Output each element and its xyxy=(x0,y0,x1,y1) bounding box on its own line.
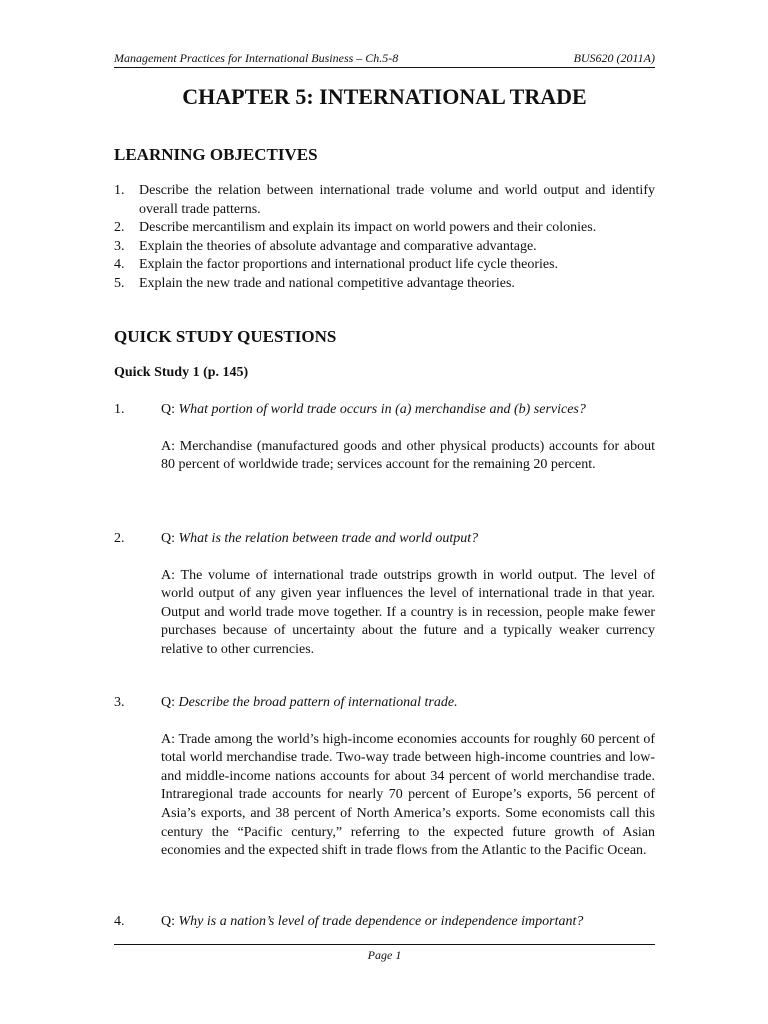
objective-number: 2. xyxy=(114,220,125,236)
objective-item xyxy=(114,219,655,238)
question-text: Describe the broad pattern of international trade. xyxy=(178,695,458,710)
learning-objectives-list xyxy=(114,182,655,294)
question-block xyxy=(114,694,655,861)
question-prefix: Q: xyxy=(161,531,179,546)
objective-item xyxy=(114,275,655,294)
question-prefix: Q: xyxy=(161,914,179,929)
question-number: 3. xyxy=(114,695,125,710)
question-number: 1. xyxy=(114,402,125,417)
question-block xyxy=(114,913,655,932)
objective-number: 3. xyxy=(114,238,125,254)
page-number: Page 1 xyxy=(367,948,402,962)
answer-text: A: Merchandise (manufactured goods and other physical products) accounts for about 80 percent of worldwide trade; services account for the remaining 20 percent. xyxy=(161,438,655,473)
question-text: What is the relation between trade and world output? xyxy=(178,531,479,546)
objective-text: Explain the theories of absolute advantage and comparative advantage. xyxy=(139,238,537,254)
question-number: 4. xyxy=(114,914,125,929)
question-block xyxy=(114,401,655,475)
objective-item xyxy=(114,182,655,219)
chapter-title: CHAPTER 5: INTERNATIONAL TRADE xyxy=(182,84,587,109)
question-prefix: Q: xyxy=(161,695,179,710)
document-page xyxy=(114,0,655,1024)
question-line xyxy=(161,694,655,713)
question-text: Why is a nation’s level of trade dependence or independence important? xyxy=(178,914,584,929)
objective-text: Describe mercantilism and explain its impact on world powers and their colonies. xyxy=(139,220,597,236)
question-prefix: Q: xyxy=(161,402,179,417)
objective-text: Explain the factor proportions and international product life cycle theories. xyxy=(139,257,559,273)
question-line xyxy=(161,401,655,420)
question-line xyxy=(161,530,655,549)
learning-objectives-heading: LEARNING OBJECTIVES xyxy=(114,145,318,164)
objective-item xyxy=(114,238,655,257)
footer-rule xyxy=(114,944,655,945)
running-header xyxy=(114,51,655,66)
header-course-title: Management Practices for International Business – Ch.5-8 xyxy=(114,51,399,65)
objective-number: 5. xyxy=(114,275,125,291)
quick-study-label: Quick Study 1 (p. 145) xyxy=(114,365,249,380)
answer-text: A: Trade among the world’s high-income economies accounts for roughly 60 percent of total world merchandise trade. Two-way trade between high-income countries and low- and middle-income nations accounts for about 34 percent of world merchandise trade. Intraregional trade accounts for nearly 70 percent of Europe’s exports, 56 percent of Asia’s exports, and 38 percent of North America’s exports. Some economists call this century the “Pacific century,” referring to the expected future growth of Asian economies and the expected shift in trade flows from the Atlantic to the Pacific Ocean. xyxy=(161,731,655,859)
question-text: What portion of world trade occurs in (a) merchandise and (b) services? xyxy=(178,402,586,417)
objective-number: 1. xyxy=(114,183,125,198)
header-course-code: BUS620 (2011A) xyxy=(573,51,655,65)
header-rule xyxy=(114,67,655,68)
objective-number: 4. xyxy=(114,257,125,273)
answer-text: A: The volume of international trade outstrips growth in world output. The level of world output of any given year influences the level of international trade in that year. Output and world trade move together. If a country is in recession, people make fewer purchases because of uncertainty about the future and a typically weaker currency relative to other currencies. xyxy=(161,567,655,657)
question-line xyxy=(161,913,655,932)
question-block xyxy=(114,530,655,660)
question-number: 2. xyxy=(114,531,125,546)
quick-study-heading: QUICK STUDY QUESTIONS xyxy=(114,327,337,346)
objective-item xyxy=(114,256,655,275)
objective-text: Describe the relation between international trade volume and world output and identify overall trade patterns. xyxy=(139,183,655,217)
objective-text: Explain the new trade and national competitive advantage theories. xyxy=(139,275,515,291)
